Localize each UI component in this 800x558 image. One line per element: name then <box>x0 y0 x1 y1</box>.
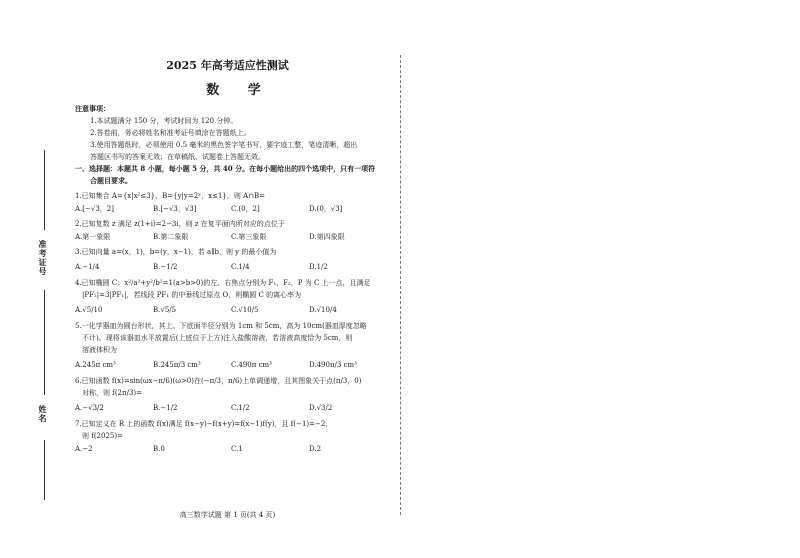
note-item: 1.本试题满分 150 分，考试时间为 120 分钟。 <box>90 117 238 125</box>
option-d: D.第四象限 <box>309 233 345 241</box>
exam-content <box>75 103 387 455</box>
option-c: C.1/4 <box>231 263 250 271</box>
option-d: D.490π/3 cm³ <box>309 361 357 369</box>
option-c: C.1/2 <box>231 404 250 412</box>
option-a: A.[−√3，2] <box>75 205 114 213</box>
question-4 <box>75 277 387 317</box>
option-b: B.−1/2 <box>153 404 178 412</box>
question-stem: 2.已知复数 z 满足 z(1+i)=2−3i，则 z 在复平面内所对应的点位于 <box>75 220 285 228</box>
option-a: A.第一象限 <box>75 233 111 241</box>
question-stem-cont: 不计)。现将该器皿水平放置后(上底位于上方)注入盐酸溶液，若溶液高度恰为 5cm，则 <box>82 334 353 342</box>
option-d: D.2 <box>309 445 322 453</box>
question-6 <box>75 375 387 415</box>
page-footer: 高三数学试题 第 1 页(共 4 页) <box>179 511 276 519</box>
exam-title: 2025 年高考适应性测试 <box>166 59 289 72</box>
options-row <box>75 231 387 243</box>
options-row <box>75 443 387 455</box>
option-b: B.√5/5 <box>153 306 177 314</box>
question-7 <box>75 418 387 455</box>
option-b: B.245π/3 cm³ <box>153 361 201 369</box>
option-d: D.√10/4 <box>309 306 337 314</box>
notes-title: 注意事项： <box>75 104 110 113</box>
option-b: B.0 <box>153 445 165 453</box>
binding-line-bottom <box>44 440 45 500</box>
option-a: A.245π cm³ <box>75 361 116 369</box>
binding-line-top <box>44 150 45 230</box>
question-stem-cont: 对称，则 f(2π/3)= <box>82 389 143 397</box>
name-label: 姓名 <box>38 405 47 423</box>
option-c: C.(0，2] <box>231 205 260 213</box>
question-2 <box>75 218 387 243</box>
option-b: B.[−√3，√3] <box>153 205 197 213</box>
exam-id-label: 准考证号 <box>38 240 47 276</box>
option-a: A.−2 <box>75 445 93 453</box>
option-c: C.第三象限 <box>231 233 267 241</box>
option-a: A.−1/4 <box>75 263 100 271</box>
question-stem: 3.已知向量 a=(x，1)，b=(y，x−1)，若 a∥b，则 y 的最小值为 <box>75 248 277 256</box>
subject-title: 数 学 <box>206 83 273 98</box>
options-row <box>75 401 387 415</box>
option-d: D.√3/2 <box>309 404 333 412</box>
question-stem: 6.已知函数 f(x)=sin(ωx−π/6)(ω>0)在(−π/3，π/6)上单调递增，且其图象关于点(π/3，0) <box>75 377 362 385</box>
note-item: 答题区书写的答案无效；在草稿纸、试题卷上答题无效。 <box>90 153 265 161</box>
option-c: C.1 <box>231 445 243 453</box>
question-stem-cont: 则 f(2025)= <box>82 432 123 440</box>
section-heading: 一、选择题：本题共 8 小题，每小题 5 分，共 40 分。在每小题给出的四个选项中，只有一项符 <box>75 164 376 173</box>
option-c: C.√10/5 <box>231 306 259 314</box>
question-1 <box>75 190 387 215</box>
option-a: A.−√3/2 <box>75 404 104 412</box>
section-heading-cont: 合题目要求。 <box>90 176 132 185</box>
question-stem: 7.已知定义在 R 上的函数 f(x)满足 f(x−y)−f(x+y)=f(x−1)f(y)，且 f(−1)=−2， <box>75 420 333 428</box>
options-row <box>75 260 387 274</box>
question-3 <box>75 246 387 274</box>
question-stem: 1.已知集合 A={x|x²≤3}，B={y|y=2ˣ，x≤1}，则 A∩B= <box>75 192 266 200</box>
question-5 <box>75 320 387 372</box>
option-b: B.−1/2 <box>153 263 178 271</box>
option-c: C.490π cm³ <box>231 361 272 369</box>
options-row <box>75 203 387 215</box>
question-stem: 4.已知椭圆 C：x²/a²+y²/b²=1(a>b>0)的左、右焦点分别为 F₁，F₂，P 为 C 上一点，且满足 <box>75 279 371 287</box>
note-item: 2.答卷前，务必将姓名和准考证号填涂在答题纸上。 <box>90 129 251 137</box>
question-stem: 5.一化学器皿为圆台形状，其上、下底面半径分别为 1cm 和 5cm，高为 10cm(器皿厚度忽略 <box>75 322 367 330</box>
question-stem-cont: |PF₂|=3|PF₁|，若线段 PF₁ 的中垂线过原点 O，则椭圆 C 的离心率为 <box>82 291 302 299</box>
option-b: B.第二象限 <box>153 233 189 241</box>
option-d: D.(0，√3] <box>309 205 343 213</box>
option-a: A.√5/10 <box>75 306 103 314</box>
page-divider <box>400 55 401 515</box>
question-stem-cont: 溶液体积为 <box>82 346 117 354</box>
binding-line-middle <box>44 290 45 395</box>
note-item: 3.使用答题纸时，必须使用 0.5 毫米的黑色签字笔书写，要字迹工整，笔迹清晰，超出 <box>90 141 358 149</box>
options-row <box>75 303 387 317</box>
option-d: D.1/2 <box>309 263 328 271</box>
options-row <box>75 358 387 372</box>
